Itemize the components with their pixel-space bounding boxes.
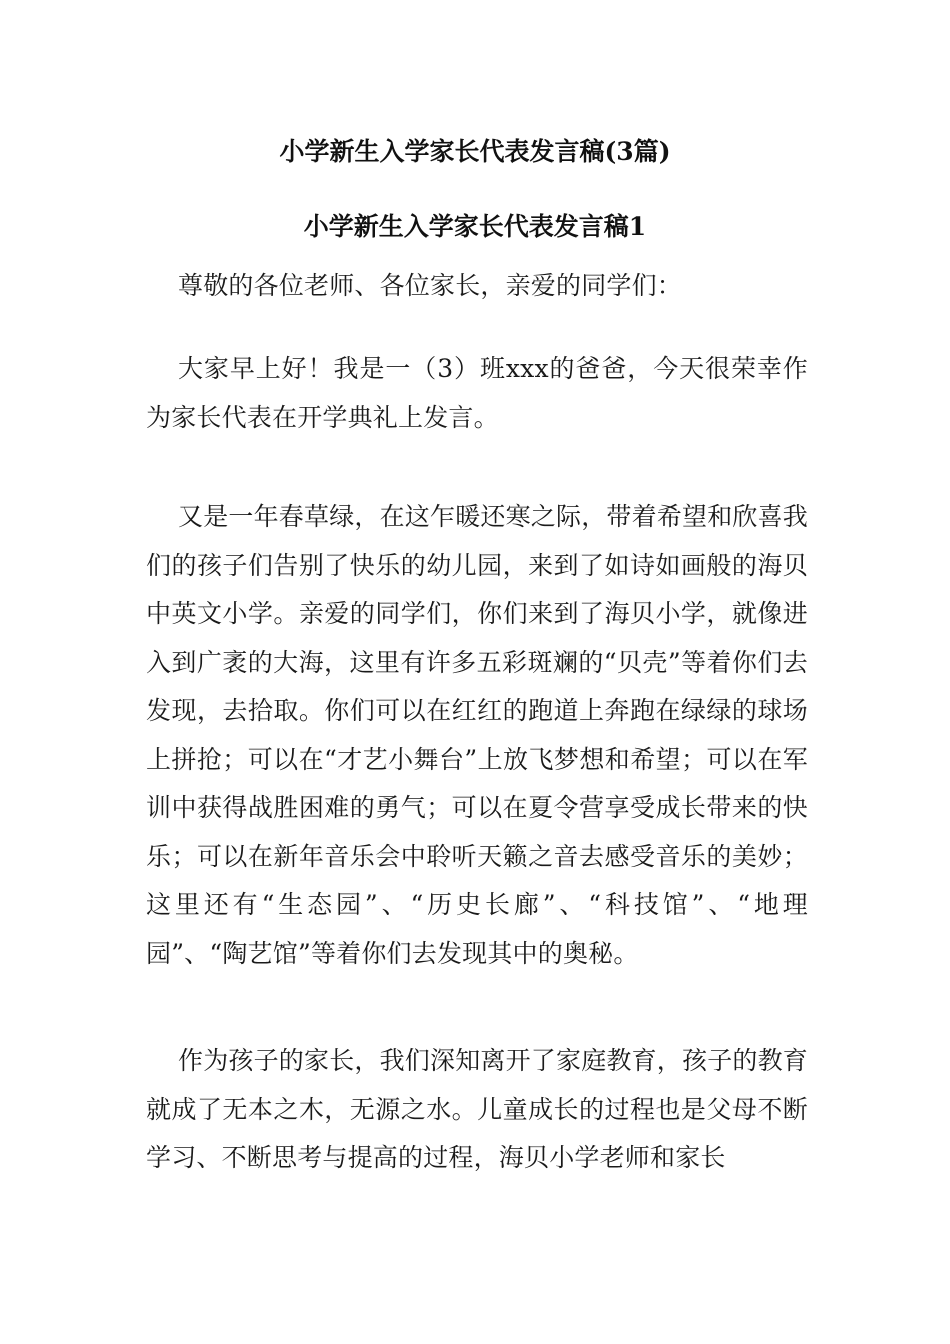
body-paragraph-1: 大家早上好！我是一（3）班xxx的爸爸，今天很荣幸作为家长代表在开学典礼上发言。 <box>146 354 808 432</box>
body-paragraph-2: 又是一年春草绿，在这乍暖还寒之际，带着希望和欣喜我们的孩子们告别了快乐的幼儿园，来到了如诗如画般的海贝中英文小学。亲爱的同学们，你们来到了海贝小学，就像进入到广袤的大海，这里有许多五彩斑斓的“贝壳”等着你们去发现，去拾取。你们可以在红红的跑道上奔跑在绿绿的球场上拼抢；可以在“才艺小舞台”上放飞梦想和希望；可以在军训中获得战胜困难的勇气；可以在夏令营享受成长带来的快乐；可以在新年音乐会中聆听天籁之音去感受音乐的美妙；这里还有“生态园”、“历史长廊”、“科技馆”、“地理园”、“陶艺馆”等着你们去发现其中的奥秘。 <box>146 502 809 968</box>
greeting-paragraph: 尊敬的各位老师、各位家长，亲爱的同学们： <box>178 271 683 300</box>
speech-subtitle: 小学新生入学家长代表发言稿1 <box>303 212 647 241</box>
document-title: 小学新生入学家长代表发言稿(3篇) <box>279 137 671 166</box>
body-paragraph-3: 作为孩子的家长，我们深知离开了家庭教育，孩子的教育就成了无本之木，无源之水。儿童成长的过程也是父母不断学习、不断思考与提高的过程，海贝小学老师和家长 <box>146 1046 809 1172</box>
